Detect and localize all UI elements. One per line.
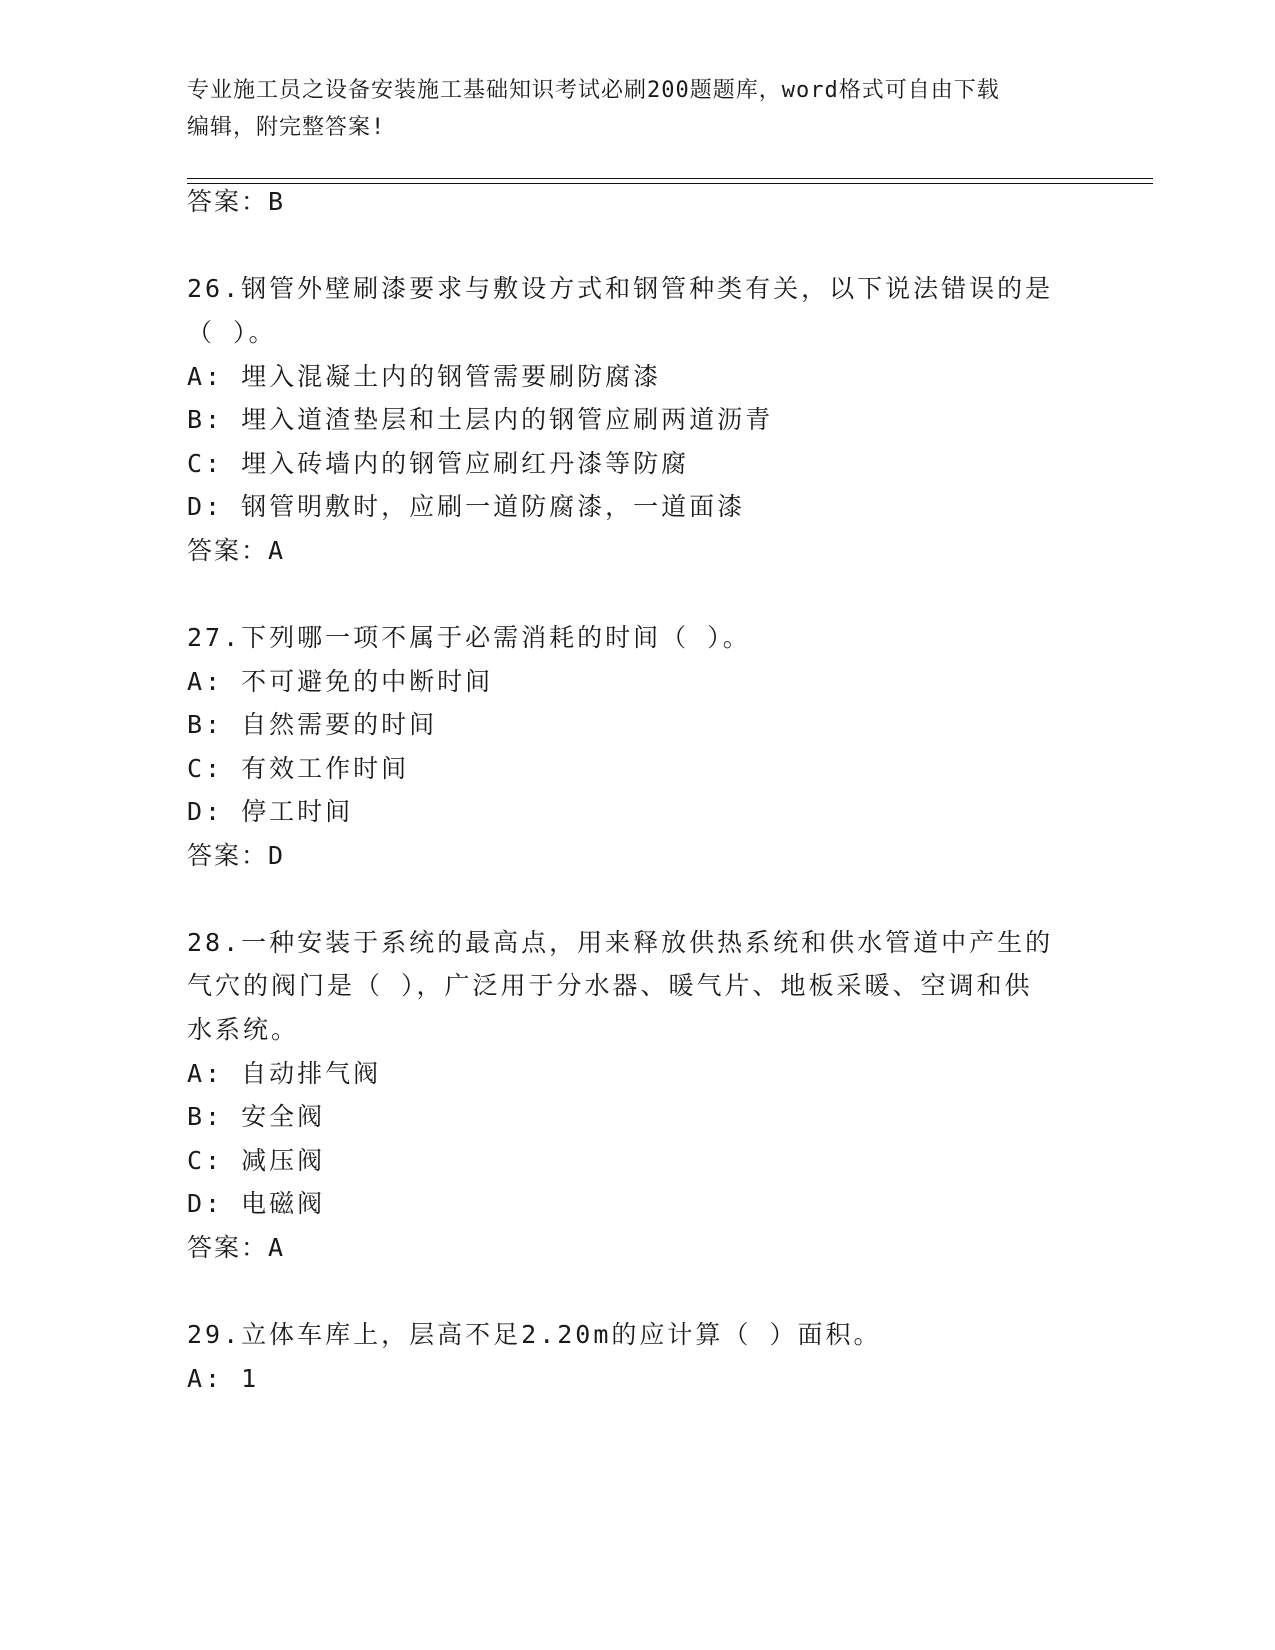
q26-stem-line-1: 26.钢管外壁刷漆要求与敷设方式和钢管种类有关，以下说法错误的是 bbox=[187, 274, 1054, 303]
q26-option-a: A: 埋入混凝土内的钢管需要刷防腐漆 bbox=[187, 362, 662, 391]
q29-option-a: A: 1 bbox=[187, 1364, 260, 1393]
q28-option-c: C: 减压阀 bbox=[187, 1146, 326, 1175]
q28-stem-line-2: 气穴的阀门是（ ），广泛用于分水器、暖气片、地板采暖、空调和供 bbox=[187, 971, 1033, 1000]
header-line-2: 编辑，附完整答案! bbox=[187, 115, 386, 140]
q29-stem-line-1: 29.立体车库上，层高不足2.20m的应计算（ ）面积。 bbox=[187, 1320, 882, 1349]
header-rule-bottom bbox=[187, 183, 1153, 184]
header-line-1: 专业施工员之设备安装施工基础知识考试必刷200题题库，word格式可自由下载 bbox=[187, 78, 1000, 103]
q28-option-a: A: 自动排气阀 bbox=[187, 1059, 382, 1088]
q28-answer: 答案：A bbox=[187, 1233, 286, 1262]
q28-stem-line-3: 水系统。 bbox=[187, 1015, 300, 1044]
q27-option-a: A: 不可避免的中断时间 bbox=[187, 667, 494, 696]
q27-stem-line-1: 27.下列哪一项不属于必需消耗的时间（ ）。 bbox=[187, 623, 751, 652]
q27-option-d: D: 停工时间 bbox=[187, 797, 354, 826]
header-rule-top bbox=[187, 178, 1153, 179]
q27-option-b: B: 自然需要的时间 bbox=[187, 710, 438, 739]
q26-option-c: C: 埋入砖墙内的钢管应刷红丹漆等防腐 bbox=[187, 449, 690, 478]
q27-option-c: C: 有效工作时间 bbox=[187, 754, 410, 783]
q28-stem-line-1: 28.一种安装于系统的最高点，用来释放供热系统和供水管道中产生的 bbox=[187, 928, 1054, 957]
q28-option-d: D: 电磁阀 bbox=[187, 1189, 326, 1218]
q26-option-d: D: 钢管明敷时，应刷一道防腐漆，一道面漆 bbox=[187, 492, 746, 521]
prev-answer: 答案：B bbox=[187, 187, 286, 216]
q27-answer: 答案：D bbox=[187, 841, 286, 870]
q28-option-b: B: 安全阀 bbox=[187, 1102, 326, 1131]
q26-stem-line-2: （ ）。 bbox=[187, 318, 277, 347]
document-header bbox=[187, 72, 1067, 146]
q26-option-b: B: 埋入道渣垫层和土层内的钢管应刷两道沥青 bbox=[187, 405, 774, 434]
q26-answer: 答案：A bbox=[187, 536, 286, 565]
